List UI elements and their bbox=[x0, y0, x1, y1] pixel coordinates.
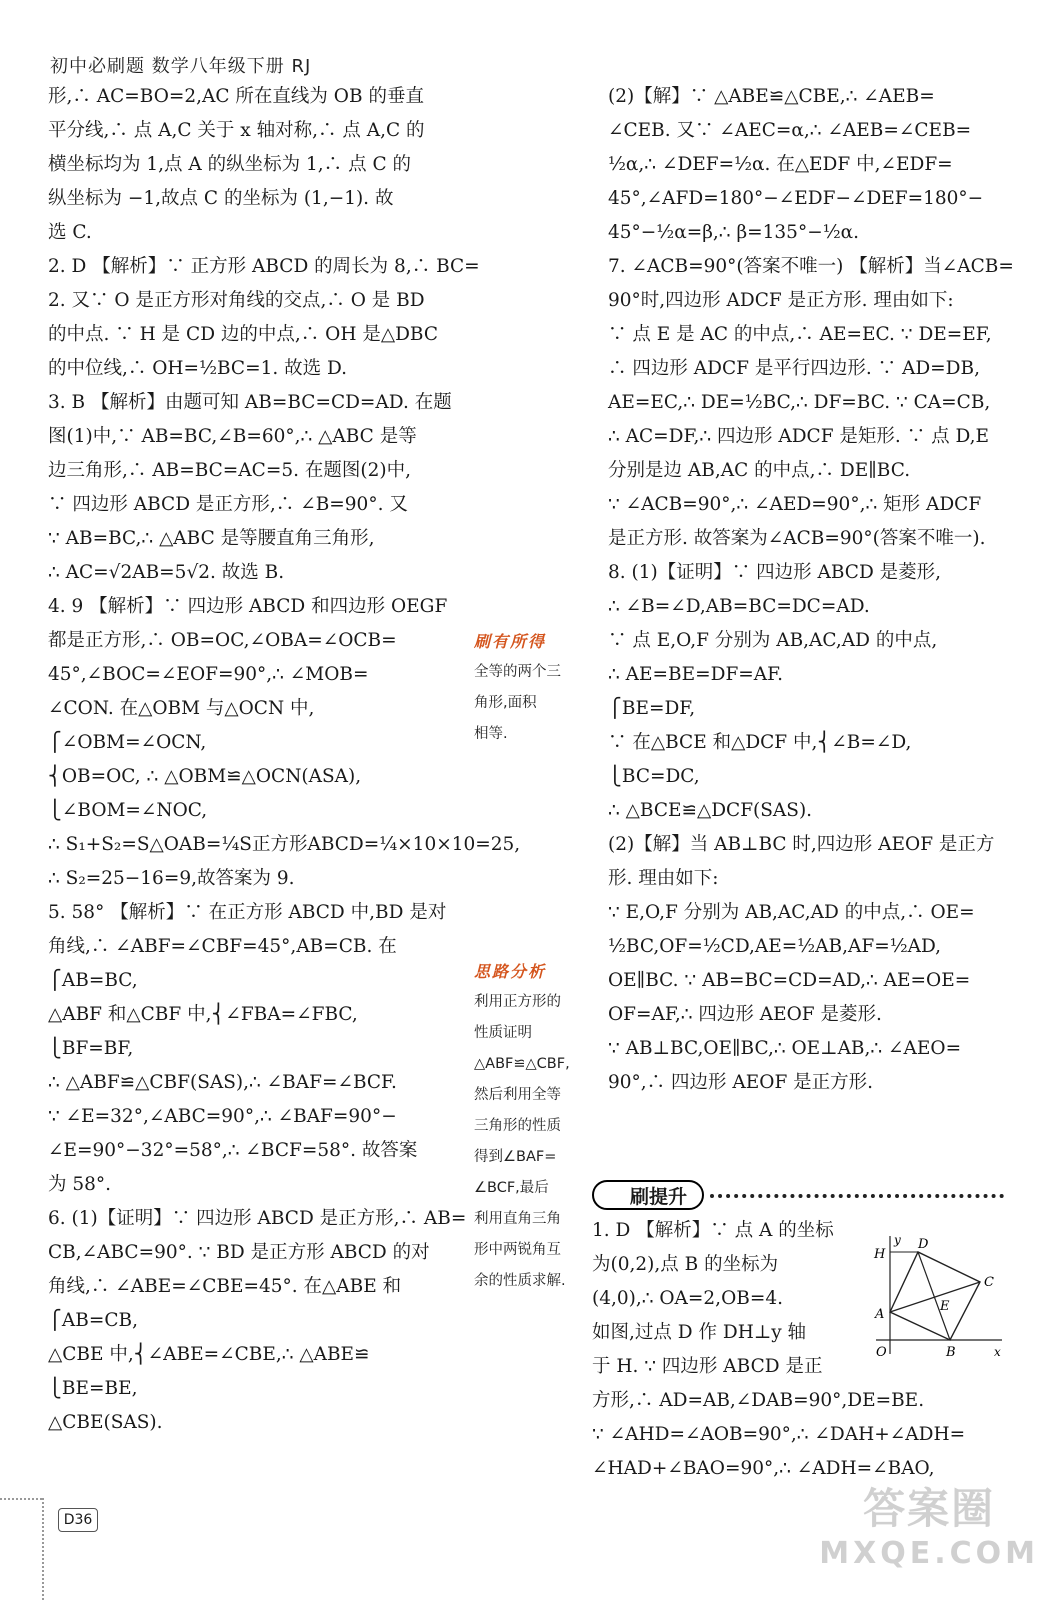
side-note-line: 全等的两个三 bbox=[474, 664, 561, 680]
text-line: 为(0,2),点 B 的坐标为 bbox=[592, 1254, 779, 1275]
text-line: ∵ AB=BC,∴ △ABC 是等腰直角三角形, bbox=[48, 528, 375, 549]
text-line: 形. 理由如下: bbox=[608, 868, 719, 889]
text-line: AE=EC,∴ DE=½BC,∴ DF=BC. ∵ CA=CB, bbox=[608, 392, 991, 413]
side-note-line: 形中两锐角互 bbox=[474, 1242, 561, 1258]
text-line: ½BC,OF=½CD,AE=½AB,AF=½AD, bbox=[608, 936, 942, 957]
text-line: 形,∴ AC=BO=2,AC 所在直线为 OB 的垂直 bbox=[48, 86, 424, 107]
text-line: CB,∠ABC=90°. ∵ BD 是正方形 ABCD 的对 bbox=[48, 1242, 430, 1263]
side-note-2 bbox=[474, 956, 584, 1297]
side-note-line: 得到∠BAF= bbox=[474, 1149, 557, 1165]
text-line: ∵ 点 E,O,F 分别为 AB,AC,AD 的中点, bbox=[608, 630, 938, 651]
text-line: ∵ AB⊥BC,OE∥BC,∴ OE⊥AB,∴ ∠AEO= bbox=[608, 1038, 962, 1059]
label-d: D bbox=[918, 1237, 929, 1252]
text-line: 分别是边 AB,AC 的中点,∴ DE∥BC. bbox=[608, 460, 911, 481]
text-line: 4. 9 【解析】∵ 四边形 ABCD 和四边形 OEGF bbox=[48, 596, 448, 617]
text-line: 如图,过点 D 作 DH⊥y 轴 bbox=[592, 1322, 807, 1343]
text-line: 7. ∠ACB=90°(答案不唯一) 【解析】当∠ACB= bbox=[608, 256, 1014, 277]
text-line: △CBE(SAS). bbox=[48, 1412, 163, 1433]
page-number: D36 bbox=[58, 1508, 98, 1532]
text-line: ⎩BE=BE, bbox=[48, 1378, 138, 1399]
side-note-line: 三角形的性质 bbox=[474, 1118, 561, 1134]
text-line: ∴ AC=DF,∴ 四边形 ADCF 是矩形. ∵ 点 D,E bbox=[608, 426, 990, 447]
text-line: ∠E=90°−32°=58°,∴ ∠BCF=58°. 故答案 bbox=[48, 1140, 418, 1161]
text-line: ⎧BE=DF, bbox=[608, 698, 696, 719]
text-line: 选 C. bbox=[48, 222, 92, 243]
text-line: ∠CON. 在△OBM 与△OCN 中, bbox=[48, 698, 315, 719]
text-line: (4,0),∴ OA=2,OB=4. bbox=[592, 1288, 783, 1309]
watermark bbox=[819, 1476, 1039, 1571]
text-line: 边三角形,∴ AB=BC=AC=5. 在题图(2)中, bbox=[48, 460, 411, 481]
label-y: y bbox=[894, 1233, 901, 1247]
text-line: 45°−½α=β,∴ β=135°−½α. bbox=[608, 222, 860, 243]
text-line: ∵ 四边形 ABCD 是正方形,∴ ∠B=90°. 又 bbox=[48, 494, 408, 515]
text-line: 的中点. ∵ H 是 CD 边的中点,∴ OH 是△DBC bbox=[48, 324, 439, 345]
side-note-title: 刷有所得 bbox=[474, 632, 547, 651]
geometry-figure bbox=[866, 1232, 1006, 1362]
side-note-line: 利用正方形的 bbox=[474, 994, 561, 1010]
text-line: 90°,∴ 四边形 AEOF 是正方形. bbox=[608, 1072, 874, 1093]
text-line: ⎧∠OBM=∠OCN, bbox=[48, 732, 207, 753]
dotted-divider bbox=[710, 1194, 1004, 1198]
text-line: 纵坐标为 −1,故点 C 的坐标为 (1,−1). 故 bbox=[48, 188, 394, 209]
label-x: x bbox=[994, 1345, 1001, 1359]
text-line: ⎧AB=CB, bbox=[48, 1310, 138, 1331]
text-line: ∴ AE=BE=DF=AF. bbox=[608, 664, 783, 685]
text-line: ½α,∴ ∠DEF=½α. 在△EDF 中,∠EDF= bbox=[608, 154, 953, 175]
right-column bbox=[608, 80, 1014, 1100]
label-h: H bbox=[874, 1247, 886, 1262]
text-line: ⎩BC=DC, bbox=[608, 766, 700, 787]
text-line: 于 H. ∵ 四边形 ABCD 是正 bbox=[592, 1356, 823, 1377]
label-o: O bbox=[876, 1345, 887, 1360]
text-line: 角线,∴ ∠ABF=∠CBF=45°,AB=CB. 在 bbox=[48, 936, 397, 957]
text-line: ∵ ∠E=32°,∠ABC=90°,∴ ∠BAF=90°− bbox=[48, 1106, 397, 1127]
section-title: 刷提升 bbox=[592, 1180, 704, 1210]
text-line: ∴ AC=√2AB=5√2. 故选 B. bbox=[48, 562, 285, 583]
page-header: 初中必刷题 数学八年级下册 RJ bbox=[50, 56, 312, 77]
text-line: ∠CEB. 又∵ ∠AEC=α,∴ ∠AEB=∠CEB= bbox=[608, 120, 972, 141]
text-line: 2. 又∵ O 是正方形对角线的交点,∴ O 是 BD bbox=[48, 290, 425, 311]
text-line: △CBE 中,⎨∠ABE=∠CBE,∴ △ABE≌ bbox=[48, 1344, 370, 1365]
text-line: ∴ ∠B=∠D,AB=BC=DC=AD. bbox=[608, 596, 870, 617]
text-line: 角线,∴ ∠ABE=∠CBE=45°. 在△ABE 和 bbox=[48, 1276, 402, 1297]
text-line: ∵ 点 E 是 AC 的中点,∴ AE=EC. ∵ DE=EF, bbox=[608, 324, 992, 345]
text-line: OE∥BC. ∵ AB=BC=CD=AD,∴ AE=OE= bbox=[608, 970, 971, 991]
text-line: (2)【解】当 AB⊥BC 时,四边形 AEOF 是正方 bbox=[608, 834, 995, 855]
text-line: 45°,∠BOC=∠EOF=90°,∴ ∠MOB= bbox=[48, 664, 369, 685]
text-line: 为 58°. bbox=[48, 1174, 112, 1195]
text-line: ⎩BF=BF, bbox=[48, 1038, 134, 1059]
text-line: 是正方形. 故答案为∠ACB=90°(答案不唯一). bbox=[608, 528, 986, 549]
text-line: 45°,∠AFD=180°−∠EDF−∠DEF=180°− bbox=[608, 188, 984, 209]
watermark-line-2: MXQE.COM bbox=[819, 1536, 1039, 1571]
text-line: △ABF 和△CBF 中,⎨∠FBA=∠FBC, bbox=[48, 1004, 358, 1025]
text-line: 90°时,四边形 ADCF 是正方形. 理由如下: bbox=[608, 290, 954, 311]
side-note-line: 角形,面积 bbox=[474, 695, 537, 711]
text-line: ⎩∠BOM=∠NOC, bbox=[48, 800, 208, 821]
page-corner-line-vertical bbox=[42, 1498, 44, 1600]
label-a: A bbox=[875, 1307, 885, 1322]
section-header bbox=[592, 1178, 1004, 1212]
text-line: 方形,∴ AD=AB,∠DAB=90°,DE=BE. bbox=[592, 1390, 925, 1411]
text-line: 5. 58° 【解析】∵ 在正方形 ABCD 中,BD 是对 bbox=[48, 902, 447, 923]
square-abcd bbox=[890, 1252, 980, 1340]
watermark-line-1: 答案圈 bbox=[863, 1484, 996, 1533]
side-note-title: 思路分析 bbox=[474, 962, 547, 981]
text-line: 2. D 【解析】∵ 正方形 ABCD 的周长为 8,∴ BC= bbox=[48, 256, 480, 277]
text-line: 1. D 【解析】∵ 点 A 的坐标 bbox=[592, 1220, 834, 1241]
page-corner-line bbox=[0, 1498, 42, 1500]
label-b: B bbox=[946, 1345, 956, 1360]
side-note-line: 然后利用全等 bbox=[474, 1087, 561, 1103]
text-line: ∴ S₂=25−16=9,故答案为 9. bbox=[48, 868, 295, 889]
text-line: OF=AF,∴ 四边形 AEOF 是菱形. bbox=[608, 1004, 882, 1025]
text-line: ∵ 在△BCE 和△DCF 中,⎨∠B=∠D, bbox=[608, 732, 912, 753]
text-line: 的中位线,∴ OH=½BC=1. 故选 D. bbox=[48, 358, 348, 379]
text-line: ∴ △BCE≌△DCF(SAS). bbox=[608, 800, 813, 821]
label-c: C bbox=[984, 1275, 994, 1290]
side-note-line: 利用直角三角 bbox=[474, 1211, 561, 1227]
text-line: ⎨OB=OC, ∴ △OBM≌△OCN(ASA), bbox=[48, 766, 362, 787]
text-line: 6. (1)【证明】∵ 四边形 ABCD 是正方形,∴ AB= bbox=[48, 1208, 467, 1229]
text-line: (2)【解】∵ △ABE≌△CBE,∴ ∠AEB= bbox=[608, 86, 935, 107]
text-line: ∵ ∠AHD=∠AOB=90°,∴ ∠DAH+∠ADH= bbox=[592, 1424, 966, 1445]
side-note-line: 余的性质求解. bbox=[474, 1273, 566, 1289]
side-note-line: 相等. bbox=[474, 726, 508, 742]
side-note-line: ∠BCF,最后 bbox=[474, 1180, 549, 1196]
text-line: ∵ ∠ACB=90°,∴ ∠AED=90°,∴ 矩形 ADCF bbox=[608, 494, 982, 515]
text-line: ∵ E,O,F 分别为 AB,AC,AD 的中点,∴ OE= bbox=[608, 902, 975, 923]
text-line: 图(1)中,∵ AB=BC,∠B=60°,∴ △ABC 是等 bbox=[48, 426, 417, 447]
text-line: ∴ S₁+S₂=S△OAB=¼S正方形ABCD=¼×10×10=25, bbox=[48, 834, 521, 855]
text-line: ⎧AB=BC, bbox=[48, 970, 138, 991]
text-line: 都是正方形,∴ OB=OC,∠OBA=∠OCB= bbox=[48, 630, 397, 651]
side-note-line: △ABF≌△CBF, bbox=[474, 1056, 570, 1072]
text-line: 平分线,∴ 点 A,C 关于 x 轴对称,∴ 点 A,C 的 bbox=[48, 120, 425, 141]
text-line: ∴ 四边形 ADCF 是平行四边形. ∵ AD=DB, bbox=[608, 358, 980, 379]
text-line: 横坐标均为 1,点 A 的纵坐标为 1,∴ 点 C 的 bbox=[48, 154, 411, 175]
text-line: ∠HAD+∠BAO=90°,∴ ∠ADH=∠BAO, bbox=[592, 1458, 935, 1479]
side-note-1 bbox=[474, 626, 584, 750]
side-note-line: 性质证明 bbox=[474, 1025, 532, 1041]
text-line: 8. (1)【证明】∵ 四边形 ABCD 是菱形, bbox=[608, 562, 942, 583]
text-line: ∴ △ABF≌△CBF(SAS),∴ ∠BAF=∠BCF. bbox=[48, 1072, 397, 1093]
label-e: E bbox=[940, 1299, 950, 1314]
text-line: 3. B 【解析】由题可知 AB=BC=CD=AD. 在题 bbox=[48, 392, 452, 413]
